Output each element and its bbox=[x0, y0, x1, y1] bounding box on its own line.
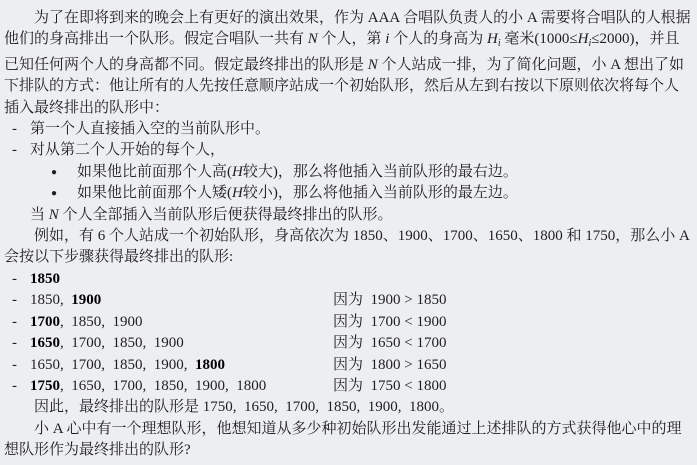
text-segment: 个人站成一排，为了简化问题，小 A 想出了如下排队的方式：他让所有的人先按任意顺序站成一个初始队形，然后从左到右按以下原则依次将每个人插入最终排出的队形中： bbox=[4, 56, 685, 116]
queue-state: 1850, 1900 bbox=[30, 292, 102, 309]
rule-text: 当 bbox=[30, 206, 49, 223]
variable-i: i bbox=[385, 31, 390, 48]
sub-rule-taller bbox=[4, 162, 693, 183]
dash-marker: - bbox=[12, 313, 17, 330]
text-segment: 毫米(1000≤ bbox=[500, 31, 578, 48]
subscript-i: i bbox=[497, 38, 501, 50]
inserted-height: 1850 bbox=[30, 270, 60, 287]
queue-state: 1700, 1850, 1900 bbox=[30, 313, 143, 330]
rule-text: 如果他比前面那个人矮( bbox=[77, 185, 232, 202]
variable-h: H bbox=[577, 31, 589, 48]
question-paragraph: 小 A 心中有一个理想队形，他想知道从多少种初始队形出发能通过上述排队的方式获得他心中的理想队形作为最终排出的队形? bbox=[4, 420, 682, 459]
bullet-icon: ● bbox=[51, 166, 58, 178]
inserted-height: 1900 bbox=[71, 292, 102, 309]
variable-n: N bbox=[48, 206, 59, 223]
dash-marker: - bbox=[12, 121, 17, 138]
example-step-3 bbox=[4, 312, 693, 333]
step-reason: 因为 1750 < 1800 bbox=[333, 377, 447, 394]
step-reason: 因为 1900 > 1850 bbox=[333, 292, 447, 309]
variable-h: H bbox=[232, 185, 243, 202]
example-intro-paragraph: 例如，有 6 个人站成一个初始队形，身高依次为 1850、1900、1700、1650、1800 和 1750，那么小 A 会按以下步骤获得最终排出的队形: bbox=[4, 228, 693, 266]
conclusion-paragraph: 因此，最终排出的队形是 1750, 1650, 1700, 1850, 1900, 1800。 bbox=[34, 399, 455, 416]
variable-h: H bbox=[486, 31, 498, 48]
dash-marker: - bbox=[12, 292, 17, 309]
queue-state bbox=[30, 271, 60, 287]
rule-text: 较大)，那么将他插入当前队形的最右边。 bbox=[242, 163, 518, 180]
step-reason: 因为 1800 > 1650 bbox=[333, 356, 447, 373]
variable-n: N bbox=[367, 56, 378, 73]
rule-text: 个人全部插入当前队形后便获得最终排出的队形。 bbox=[58, 206, 393, 223]
text-segment: 个人，第 bbox=[317, 31, 386, 48]
dash-marker: - bbox=[12, 377, 17, 394]
variable-h: H bbox=[232, 163, 243, 180]
inserted-height: 1800 bbox=[195, 356, 225, 373]
example-step-4 bbox=[4, 333, 693, 354]
step-reason: 因为 1700 < 1900 bbox=[333, 313, 447, 330]
step-reason: 因为 1650 < 1700 bbox=[333, 335, 447, 352]
text-segment: ≤2000)，并且已知任何两个人的身高都不同。假定最终排出的队形是 bbox=[4, 31, 680, 73]
sub-rule-shorter bbox=[4, 183, 693, 204]
rule-item-second-person bbox=[4, 140, 693, 161]
dash-marker: - bbox=[12, 142, 17, 159]
rule-text: 较小)，那么将他插入当前队形的最左边。 bbox=[242, 185, 518, 202]
inserted-height: 1650 bbox=[30, 335, 60, 352]
bullet-icon: ● bbox=[51, 188, 58, 200]
example-step-1 bbox=[4, 269, 693, 290]
example-step-2 bbox=[4, 290, 693, 311]
text-segment: 为了在即将到来的晚会上有更好的演出效果，作为 AAA 合唱队负责人的小 A 需要将合唱队的人根据他们的身高排出一个队形。假定合唱队一共有 bbox=[4, 10, 691, 48]
rule-text: 对从第二个人开始的每个人， bbox=[30, 142, 226, 159]
subscript-i: i bbox=[588, 38, 592, 50]
rule-text: 如果他比前面那个人高( bbox=[77, 163, 232, 180]
dash-marker: - bbox=[12, 270, 17, 287]
example-step-6 bbox=[4, 376, 693, 397]
inserted-height: 1700 bbox=[30, 313, 60, 330]
inserted-height: 1750 bbox=[30, 377, 60, 394]
queue-state: 1750, 1650, 1700, 1850, 1900, 1800 bbox=[30, 377, 267, 394]
closing-rule bbox=[30, 205, 693, 226]
variable-n: N bbox=[307, 31, 318, 48]
dash-marker: - bbox=[12, 335, 17, 352]
rule-text: 第一个人直接插入空的当前队形中。 bbox=[30, 121, 271, 138]
text-segment: 个人的身高为 bbox=[389, 31, 487, 48]
intro-paragraph bbox=[4, 8, 693, 119]
dash-marker: - bbox=[12, 356, 17, 373]
rule-item-first-person bbox=[4, 119, 693, 140]
queue-state: 1650, 1700, 1850, 1900, 1800 bbox=[30, 356, 225, 373]
queue-state: 1650, 1700, 1850, 1900 bbox=[30, 335, 184, 352]
example-step-5 bbox=[4, 355, 693, 376]
